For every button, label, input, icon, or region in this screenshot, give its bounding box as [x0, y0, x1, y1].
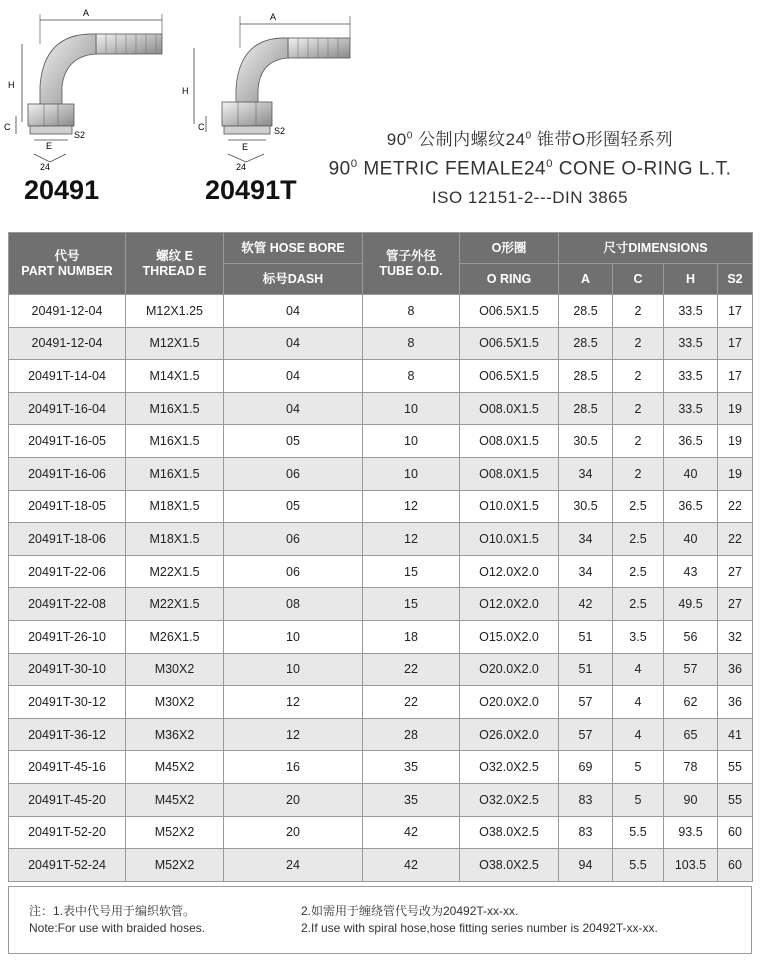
table-cell: 20491T-18-05	[9, 490, 126, 523]
table-cell: M52X2	[126, 849, 224, 882]
table-cell: M45X2	[126, 783, 224, 816]
header-dim-c: C	[613, 264, 664, 295]
table-cell: 36	[718, 686, 753, 719]
table-cell: M30X2	[126, 686, 224, 719]
title-cn-text-a: 公制内螺纹24	[418, 130, 526, 149]
table-row	[9, 653, 753, 686]
header-part-number	[9, 233, 126, 295]
table-cell: 35	[363, 751, 460, 784]
table-cell: 93.5	[664, 816, 718, 849]
table-cell: 05	[224, 425, 363, 458]
table-cell: 51	[559, 620, 613, 653]
title-en-text-b: CONE O-RING L.T.	[558, 158, 732, 180]
table-cell: 10	[363, 457, 460, 490]
table-cell: 20491T-30-10	[9, 653, 126, 686]
table-cell: 20491T-52-20	[9, 816, 126, 849]
table-cell: 22	[718, 523, 753, 556]
header-part-number-en: PART NUMBER	[21, 263, 113, 278]
header-oring-en: O RING	[460, 264, 559, 295]
header-tube-od	[363, 233, 460, 295]
title-en-angle: 90	[328, 158, 351, 180]
header-thread-en: THREAD E	[142, 263, 207, 278]
table-cell: 20491T-36-12	[9, 718, 126, 751]
table-cell: 10	[224, 653, 363, 686]
table-cell: 28.5	[559, 392, 613, 425]
dim-label-s2: S2	[74, 130, 86, 140]
fitting-drawing-20491	[0, 4, 180, 174]
table-cell: 60	[718, 849, 753, 882]
table-row	[9, 392, 753, 425]
table-cell: M52X2	[126, 816, 224, 849]
dim-label-a-2: A	[270, 12, 277, 22]
table-cell: M45X2	[126, 751, 224, 784]
title-chinese	[300, 125, 760, 150]
table-cell: O10.0X1.5	[460, 490, 559, 523]
table-cell: 17	[718, 327, 753, 360]
title-iso: ISO 12151-2---DIN 3865	[431, 188, 629, 208]
table-cell: 69	[559, 751, 613, 784]
table-cell: 2	[613, 360, 664, 393]
table-cell: 19	[718, 425, 753, 458]
title-en-degree-2: 0	[546, 158, 553, 170]
spec-table-body	[9, 295, 753, 882]
table-cell: 20491T-16-05	[9, 425, 126, 458]
table-cell: 55	[718, 751, 753, 784]
table-cell: O06.5X1.5	[460, 295, 559, 328]
table-cell: 2	[613, 425, 664, 458]
table-cell: 2.5	[613, 555, 664, 588]
table-cell: 06	[224, 555, 363, 588]
table-cell: 28	[363, 718, 460, 751]
table-cell: 04	[224, 327, 363, 360]
table-cell: O38.0X2.5	[460, 849, 559, 882]
note-2	[301, 903, 658, 937]
table-cell: 2	[613, 295, 664, 328]
table-cell: M16X1.5	[126, 457, 224, 490]
table-cell: O08.0X1.5	[460, 425, 559, 458]
table-cell: 10	[363, 392, 460, 425]
header-tube-cn: 管子外径	[385, 248, 436, 263]
header-row-1	[9, 233, 753, 264]
table-cell: 28.5	[559, 327, 613, 360]
note-1-cn: 注：1.表中代号用于编织软管。	[29, 904, 196, 918]
table-cell: 20491T-26-10	[9, 620, 126, 653]
table-cell: 20	[224, 783, 363, 816]
table-cell: O12.0X2.0	[460, 588, 559, 621]
table-row	[9, 588, 753, 621]
table-cell: 20491T-16-06	[9, 457, 126, 490]
table-row	[9, 425, 753, 458]
table-cell: 8	[363, 295, 460, 328]
header-oring-cn: O形圈	[460, 233, 559, 264]
table-cell: 19	[718, 392, 753, 425]
title-en-degree: 0	[350, 158, 358, 170]
table-cell: M36X2	[126, 718, 224, 751]
table-cell: 10	[363, 425, 460, 458]
table-cell: 30.5	[559, 490, 613, 523]
table-cell: 42	[363, 816, 460, 849]
table-cell: 17	[718, 295, 753, 328]
table-cell: 65	[664, 718, 718, 751]
table-row	[9, 718, 753, 751]
table-cell: 17	[718, 360, 753, 393]
title-cn-degree-2: 0	[525, 130, 532, 142]
table-cell: 2.5	[613, 490, 664, 523]
table-cell: 08	[224, 588, 363, 621]
table-cell: 2	[613, 327, 664, 360]
table-row	[9, 686, 753, 719]
table-cell: 20491T-45-20	[9, 783, 126, 816]
table-cell: 90	[664, 783, 718, 816]
table-cell: 33.5	[664, 295, 718, 328]
table-cell: M18X1.5	[126, 523, 224, 556]
table-row	[9, 295, 753, 328]
title-english	[300, 158, 760, 180]
table-cell: M14X1.5	[126, 360, 224, 393]
table-cell: 12	[363, 490, 460, 523]
table-cell: 18	[363, 620, 460, 653]
note-1	[29, 903, 205, 937]
title-cn-degree: 0	[406, 130, 413, 142]
table-cell: 15	[363, 588, 460, 621]
header-dim-s2: S2	[718, 264, 753, 295]
table-cell: 42	[559, 588, 613, 621]
table-cell: O08.0X1.5	[460, 457, 559, 490]
dim-label-h-2: H	[182, 86, 189, 96]
table-row	[9, 555, 753, 588]
table-cell: 5.5	[613, 849, 664, 882]
table-cell: 3.5	[613, 620, 664, 653]
table-cell: 34	[559, 523, 613, 556]
table-cell: 20491T-52-24	[9, 849, 126, 882]
table-cell: 55	[718, 783, 753, 816]
table-cell: 20491T-18-06	[9, 523, 126, 556]
table-cell: 04	[224, 392, 363, 425]
table-cell: 05	[224, 490, 363, 523]
table-cell: 83	[559, 783, 613, 816]
table-cell: 2	[613, 392, 664, 425]
table-cell: 19	[718, 457, 753, 490]
table-cell: 06	[224, 457, 363, 490]
dim-label-c: C	[4, 122, 11, 132]
table-row	[9, 523, 753, 556]
table-cell: 43	[664, 555, 718, 588]
table-cell: 2.5	[613, 523, 664, 556]
table-cell: 83	[559, 816, 613, 849]
table-cell: O20.0X2.0	[460, 686, 559, 719]
table-row	[9, 490, 753, 523]
table-cell: O32.0X2.5	[460, 751, 559, 784]
table-cell: 06	[224, 523, 363, 556]
table-cell: 22	[718, 490, 753, 523]
dim-label-angle: 24	[40, 162, 51, 172]
header-dash: 标号DASH	[224, 264, 363, 295]
note-2-cn: 2.如需用于缠绕管代号改为20492T-xx-xx.	[301, 904, 519, 918]
header-dim-a: A	[559, 264, 613, 295]
table-cell: O20.0X2.0	[460, 653, 559, 686]
dim-label-s2-2: S2	[274, 126, 286, 136]
table-cell: 20491T-22-06	[9, 555, 126, 588]
table-cell: O26.0X2.0	[460, 718, 559, 751]
table-cell: M30X2	[126, 653, 224, 686]
header-hose-bore: 软管 HOSE BORE	[224, 233, 363, 264]
note-2-en: 2.If use with spiral hose,hose fitting series number is 20492T-xx-xx.	[301, 921, 658, 935]
table-cell: 2	[613, 457, 664, 490]
table-cell: O08.0X1.5	[460, 392, 559, 425]
table-cell: O06.5X1.5	[460, 360, 559, 393]
table-cell: 41	[718, 718, 753, 751]
table-cell: 2.5	[613, 588, 664, 621]
dim-label-a: A	[83, 8, 90, 18]
table-row	[9, 783, 753, 816]
table-cell: 94	[559, 849, 613, 882]
table-cell: 20491-12-04	[9, 295, 126, 328]
table-cell: 40	[664, 523, 718, 556]
table-cell: 40	[664, 457, 718, 490]
table-cell: 22	[363, 686, 460, 719]
table-cell: 36.5	[664, 490, 718, 523]
table-cell: 27	[718, 555, 753, 588]
table-cell: 57	[559, 718, 613, 751]
table-cell: 60	[718, 816, 753, 849]
table-cell: 8	[363, 327, 460, 360]
title-cn-angle: 90	[386, 130, 407, 149]
table-cell: 20491T-22-08	[9, 588, 126, 621]
fitting-drawings	[0, 0, 760, 226]
table-cell: 4	[613, 718, 664, 751]
table-cell: 27	[718, 588, 753, 621]
model-label-20491t: 20491T	[205, 175, 297, 205]
table-cell: 30.5	[559, 425, 613, 458]
table-cell: O32.0X2.5	[460, 783, 559, 816]
table-cell: M22X1.5	[126, 555, 224, 588]
table-cell: M22X1.5	[126, 588, 224, 621]
table-cell: 12	[363, 523, 460, 556]
table-cell: 35	[363, 783, 460, 816]
dim-label-c-2: C	[198, 122, 205, 132]
table-cell: M12X1.25	[126, 295, 224, 328]
table-cell: 28.5	[559, 360, 613, 393]
table-cell: 16	[224, 751, 363, 784]
table-cell: 20491T-30-12	[9, 686, 126, 719]
table-row	[9, 457, 753, 490]
table-cell: 04	[224, 295, 363, 328]
table-cell: O15.0X2.0	[460, 620, 559, 653]
table-cell: 8	[363, 360, 460, 393]
model-label-20491: 20491	[24, 175, 100, 205]
header-dim-h: H	[664, 264, 718, 295]
table-cell: 4	[613, 686, 664, 719]
table-row	[9, 751, 753, 784]
header-dimensions: 尺寸DIMENSIONS	[559, 233, 753, 264]
table-cell: 10	[224, 620, 363, 653]
table-cell: 33.5	[664, 360, 718, 393]
table-cell: 34	[559, 555, 613, 588]
notes-box	[8, 886, 752, 954]
header-part-number-cn: 代号	[54, 248, 80, 263]
table-row	[9, 360, 753, 393]
table-cell: 103.5	[664, 849, 718, 882]
table-cell: M18X1.5	[126, 490, 224, 523]
table-cell: 24	[224, 849, 363, 882]
table-cell: 78	[664, 751, 718, 784]
title-block	[300, 125, 760, 208]
dim-label-h: H	[8, 80, 15, 90]
header-thread-cn: 螺纹 E	[156, 248, 193, 263]
table-cell: 20491T-14-04	[9, 360, 126, 393]
table-cell: 04	[224, 360, 363, 393]
table-cell: 32	[718, 620, 753, 653]
table-cell: M16X1.5	[126, 425, 224, 458]
table-cell: O38.0X2.5	[460, 816, 559, 849]
table-cell: O10.0X1.5	[460, 523, 559, 556]
table-cell: 57	[559, 686, 613, 719]
table-cell: O06.5X1.5	[460, 327, 559, 360]
title-en-text-a: METRIC FEMALE24	[363, 158, 547, 180]
table-cell: 33.5	[664, 327, 718, 360]
header-thread	[126, 233, 224, 295]
table-cell: M16X1.5	[126, 392, 224, 425]
table-cell: 36.5	[664, 425, 718, 458]
table-row	[9, 849, 753, 882]
table-cell: 20491T-45-16	[9, 751, 126, 784]
table-cell: 20491T-16-04	[9, 392, 126, 425]
title-cn-text-b: 锥带O形圈轻系列	[536, 130, 674, 149]
table-cell: 20491-12-04	[9, 327, 126, 360]
table-cell: 22	[363, 653, 460, 686]
table-cell: O12.0X2.0	[460, 555, 559, 588]
table-cell: 33.5	[664, 392, 718, 425]
table-cell: 5	[613, 751, 664, 784]
table-cell: 56	[664, 620, 718, 653]
table-cell: 51	[559, 653, 613, 686]
table-cell: 5.5	[613, 816, 664, 849]
table-cell: M12X1.5	[126, 327, 224, 360]
dim-label-e: E	[46, 141, 53, 151]
table-cell: 15	[363, 555, 460, 588]
dim-label-angle-2: 24	[236, 162, 247, 172]
table-row	[9, 327, 753, 360]
table-cell: 12	[224, 686, 363, 719]
table-cell: 5	[613, 783, 664, 816]
table-cell: M26X1.5	[126, 620, 224, 653]
table-cell: 20	[224, 816, 363, 849]
table-cell: 57	[664, 653, 718, 686]
table-cell: 42	[363, 849, 460, 882]
table-cell: 28.5	[559, 295, 613, 328]
table-cell: 62	[664, 686, 718, 719]
table-cell: 34	[559, 457, 613, 490]
table-cell: 12	[224, 718, 363, 751]
note-1-en: Note:For use with braided hoses.	[29, 921, 206, 935]
table-cell: 36	[718, 653, 753, 686]
table-cell: 4	[613, 653, 664, 686]
dim-label-e-2: E	[242, 142, 249, 152]
table-row	[9, 816, 753, 849]
table-cell: 49.5	[664, 588, 718, 621]
table-row	[9, 620, 753, 653]
header-tube-en: TUBE O.D.	[379, 263, 443, 278]
spec-table	[8, 232, 753, 882]
